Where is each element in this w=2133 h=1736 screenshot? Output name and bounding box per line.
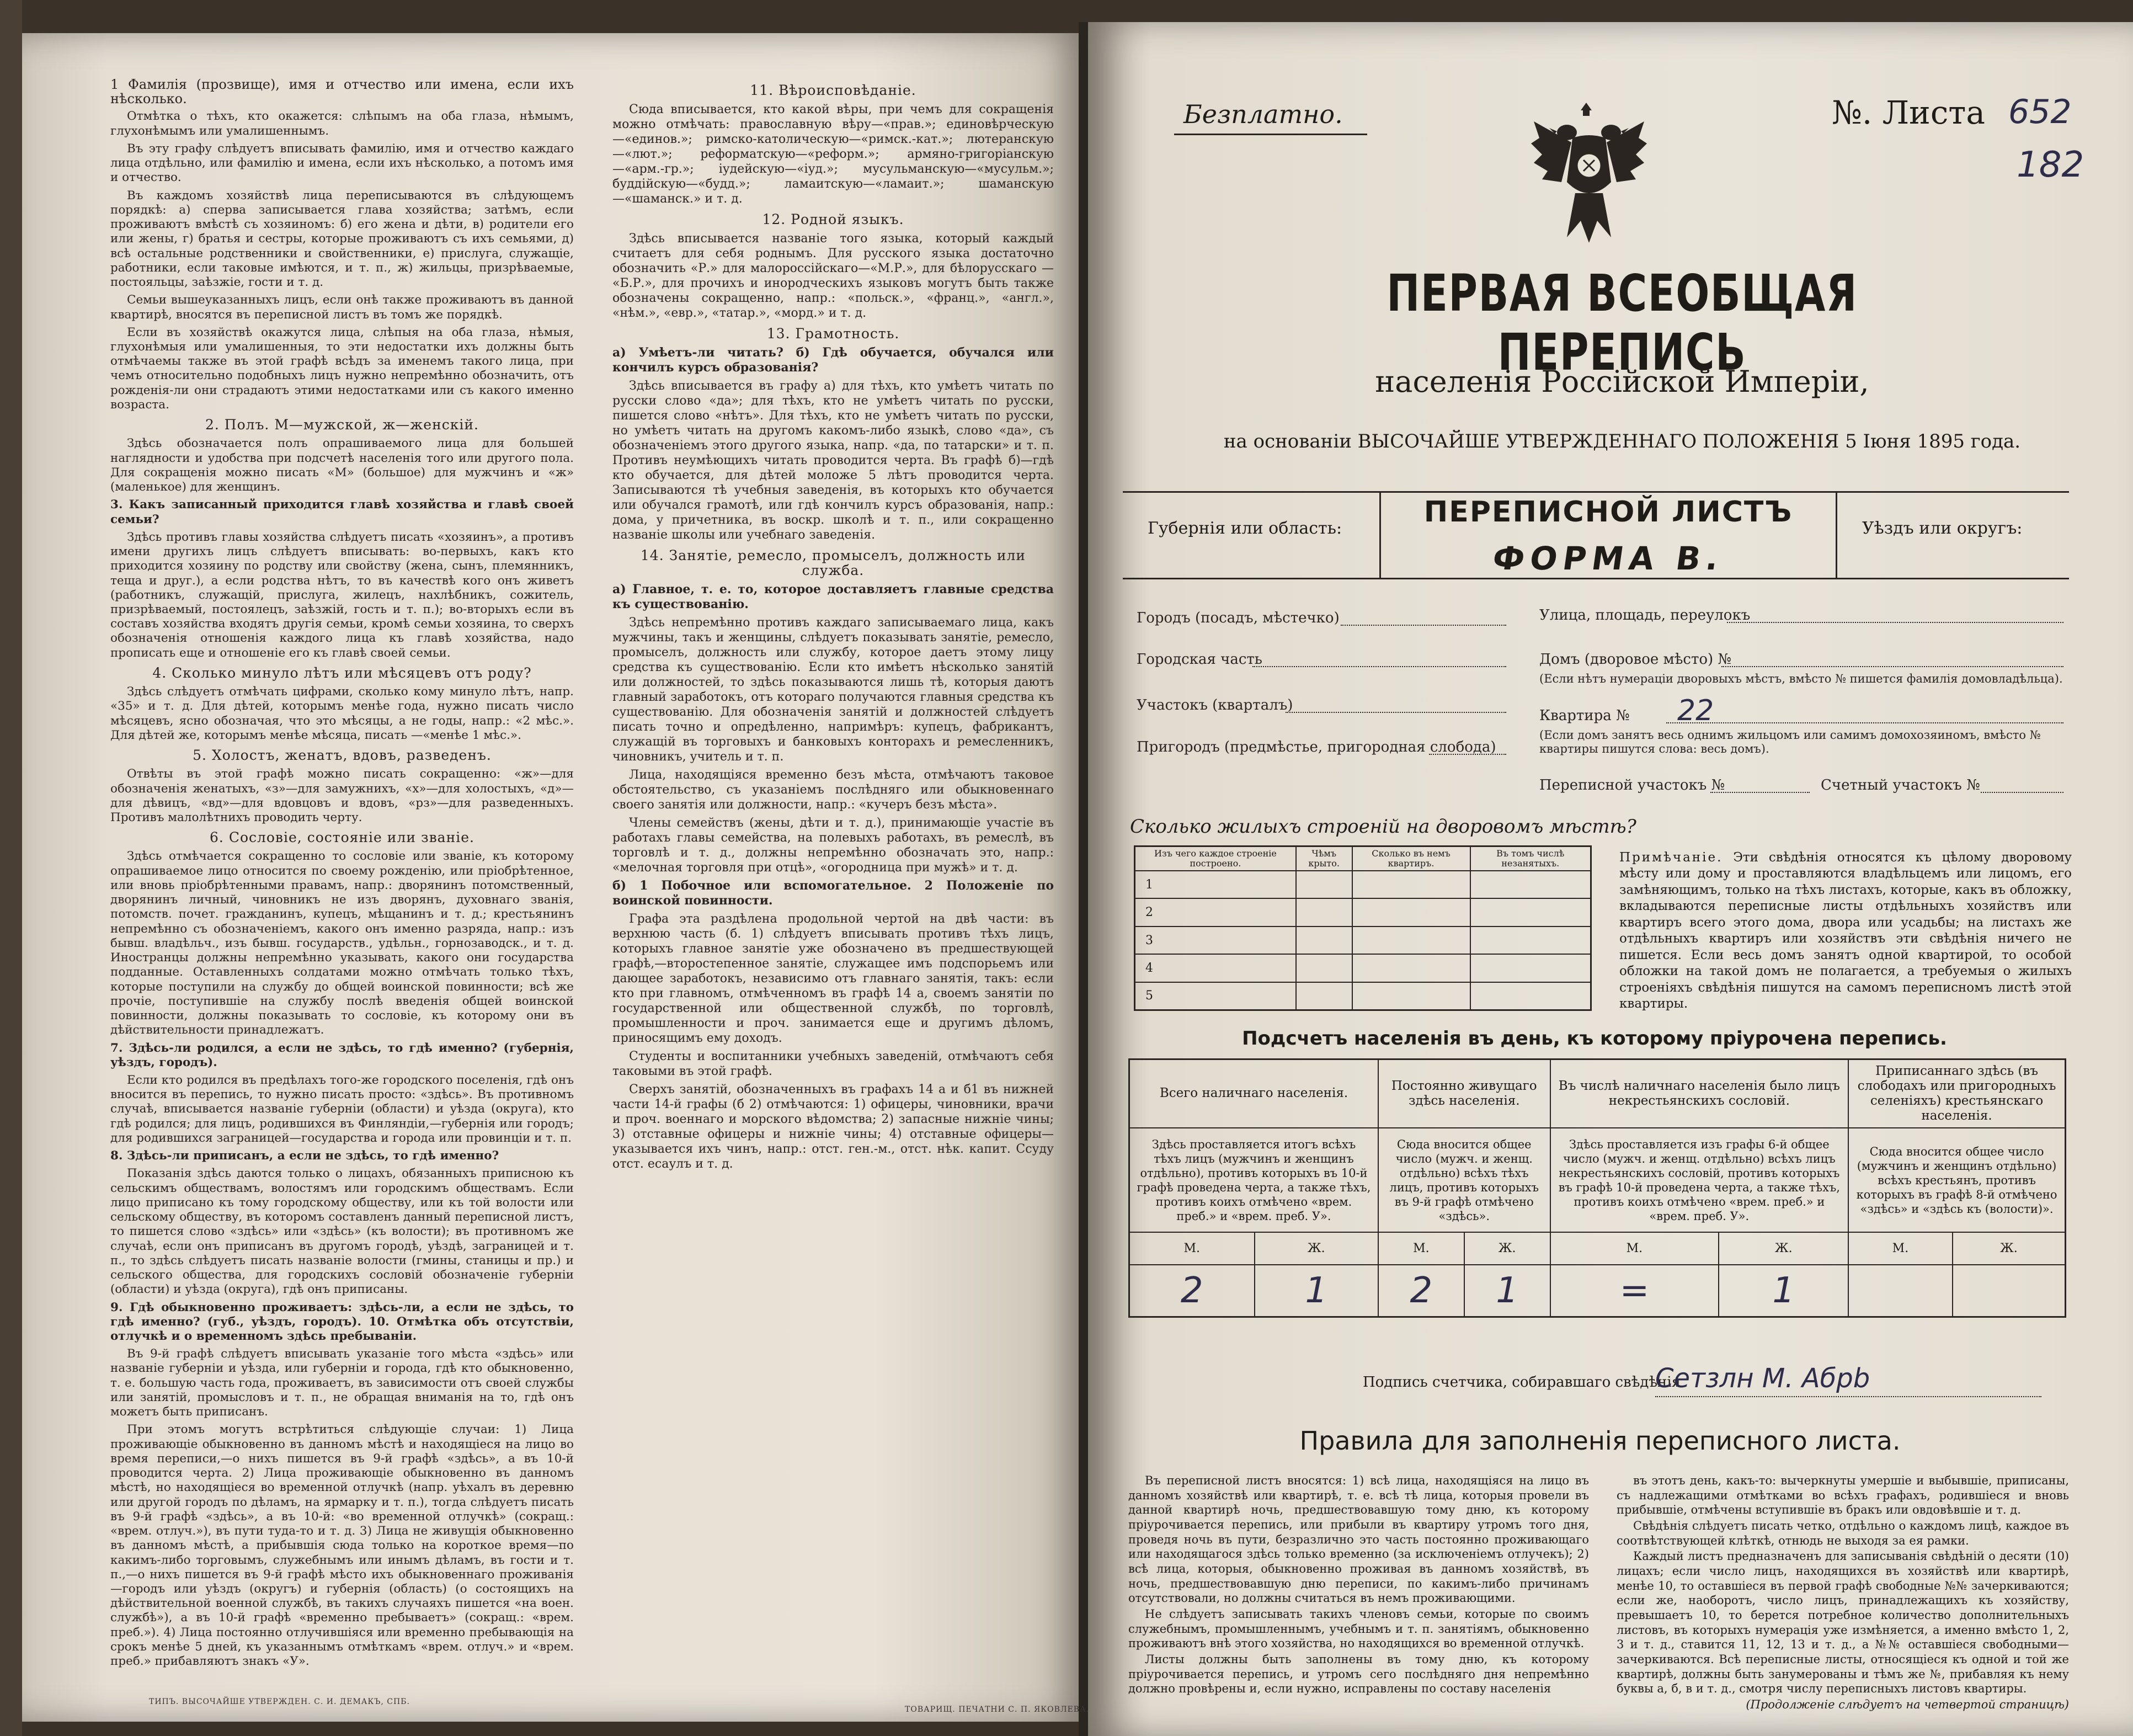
form-title: ФОРМА В. — [1490, 540, 1726, 577]
instruction-paragraph: Здѣсь обозначается полъ опрашиваемого лица для большей наглядности и удобства при подсчетѣ населенія того или другого пола. Для сокращенія можно писать «М» (большое) для мужчинъ и «ж» (маленькое) для женщинъ. — [110, 436, 574, 494]
row-number: 3 — [1135, 926, 1296, 955]
table-row — [1135, 982, 1591, 1010]
sheet-number-handwritten: 652 — [2008, 93, 2072, 131]
instruction-paragraph: Здѣсь вписывается въ графу а) для тѣхъ, кто умѣетъ читать по русски слово «да»; для тѣхъ, кто не умѣетъ читать по русски, пишется слово «нѣтъ». Для тѣхъ, кто не умѣетъ читать по русски, но умѣетъ читать на другомъ какомъ-либо языкѣ, слово «да», съ обозначеніемъ этого другого языка, напр. «да, по татарски» и т. п. Противъ неумѣющихъ читать проводится черта. Въ графѣ б)—гдѣ кто обучается, для дѣтей моложе 5 лѣтъ проводится черта. Записываются тѣ учебныя заведенія, въ которыхъ кто обучается или обучался грамотѣ, или гдѣ кончилъ курсъ образованія, напр.: дома, у причетника, въ воскр. школѣ и т. п., или сокращенно названіе школы или учебнаго заведенія. — [612, 379, 1054, 542]
field-ulitsa-label: Улица, площадь, переулокъ — [1539, 607, 1751, 624]
field-perepis-uchastok-label: Переписной участокъ № — [1539, 777, 1725, 794]
rules-column-right — [1617, 1473, 2069, 1713]
table-row — [1135, 954, 1591, 982]
count-title: Подсчетъ населенія въ день, къ которому пріурочена перепись. — [1242, 1027, 1947, 1050]
instruction-paragraph: а) Умѣетъ-ли читать? б) Гдѣ обучается, обучался или кончилъ курсъ образованія? — [612, 345, 1054, 375]
instruction-paragraph: Отмѣтка о тѣхъ, кто окажется: слѣпымъ на оба глаза, нѣмымъ, глухонѣмымъ или умалишеннымъ. — [110, 109, 574, 138]
section-heading: 5. Холостъ, женатъ, вдовъ, разведенъ. — [193, 747, 492, 764]
count-total-m[interactable]: 2 — [1129, 1265, 1255, 1317]
rules-paragraph: въ этотъ день, какъ-то: вычеркнуты умершіе и выбывшіе, приписаны, съ надлежащими отмѣтками во всѣхъ графахъ, родившіеся и вновь прибывшіе, отмѣчены вступившіе въ бракъ или овдовѣвшіе и т. д. — [1617, 1474, 2069, 1517]
table-cell[interactable] — [1352, 926, 1470, 955]
field-prigorod-label: Пригородъ (предмѣстье, пригородная слобода) — [1137, 739, 1496, 755]
count-permanent-f[interactable]: 1 — [1464, 1265, 1550, 1317]
note-label: Примѣчаніе. — [1619, 850, 1723, 865]
rules-paragraph: Листы должны быть заполнены въ тому дню, къ которому пріурочивается перепись, и утромъ сего послѣдняго дня непремѣнно должно провѣрены и, если нужно, исправлены по составу населенія — [1128, 1653, 1589, 1696]
sheet-number-handwritten-2: 182 — [2017, 145, 2084, 185]
instruction-paragraph: 7. Здѣсь-ли родился, а если не здѣсь, то гдѣ именно? (губернія, уѣздъ, городъ). — [110, 1041, 574, 1069]
table-cell[interactable] — [1470, 898, 1591, 926]
sex-f-label: Ж. — [1464, 1232, 1550, 1265]
field-dom-line[interactable] — [1721, 666, 2063, 667]
field-uchastok-line[interactable] — [1286, 712, 1506, 713]
count-desc-total: Здѣсь проставляется итогъ всѣхъ тѣхъ лицъ (мужчинъ и женщинъ отдѣльно), противъ которыхъ въ 10-й графѣ проведена черта, а также тѣхъ, противъ коихъ отмѣчено «врем. преб.» и «врем. преб. У». — [1129, 1128, 1379, 1232]
instruction-paragraph: Здѣсь отмѣчается сокращенно то сословіе или званіе, къ которому опрашиваемое лицо относится по своему рожденію, или пріобрѣтенное, или вновь пріобрѣтенными правамъ, напр.: дворянинъ потомственный, дворянинъ личный, чиновникъ не изъ дворянъ, духовнаго званія, потомств. почет. гражданинъ, купецъ, мѣщанинъ и т. д.; крестьянинъ непремѣнно съ обозначеніемъ, какого онъ именно разряда, напр.: изъ бывш. владѣльч., изъ бывш. государств., удѣльн., горнозаводск., и т. д. Иностранцы должны непремѣнно указывать, какого они государства подданные. Оставленныхъ солдатами можно отмѣчать только тѣхъ, которые поступили на службу до общей воинской повинности; всѣ же прочіе, поступившіе на службу послѣ введенія общей воинской повинности, должны показывать то сословіе, къ которому они въ дѣйствительности принадлежатъ. — [110, 849, 574, 1037]
section-heading: 13. Грамотность. — [766, 326, 900, 342]
instruction-paragraph: а) Главное, т. е. то, которое доставляетъ главные средства къ существованію. — [612, 582, 1054, 611]
table-cell[interactable] — [1470, 954, 1591, 982]
census-subtitle: населенія Россійской Имперіи, — [1375, 364, 1869, 399]
instruction-paragraph: Члены семействъ (жены, дѣти и т. д.), принимающіе участіе въ работахъ главы семейства, на полевыхъ работахъ, въ ремеслѣ, въ торговлѣ и т. д., должны непремѣнно обозначать это, напр.: «мелочная торговля при отцѣ», «огородница при мужѣ» и т. д. — [612, 816, 1054, 875]
row-number: 5 — [1135, 982, 1296, 1010]
census-basis: на основаніи ВЫСОЧАЙШЕ УТВЕРЖДЕННАГО ПОЛОЖЕНІЯ 5 Іюня 1895 года. — [1223, 430, 2021, 452]
field-prigorod-line[interactable] — [1429, 754, 1506, 755]
sex-m-label: М. — [1129, 1232, 1255, 1265]
table-cell[interactable] — [1352, 871, 1470, 899]
table-cell[interactable] — [1296, 954, 1352, 982]
note-text: Эти свѣдѣнія относятся къ цѣлому дворовому мѣсту или дому и проставляются владѣльцемъ или лицомъ, его замѣняющимъ, только на тѣхъ листахъ, которые, какъ въ обложку, вкладываются переписные листы отдѣльныхъ хозяйствъ или квартиръ всего этого дома, двора или усадьбы; на листахъ же отдѣльныхъ квартиръ или хозяйствъ эти свѣдѣнія ничего не пишется. Если весь домъ занятъ одной квартирой, то особой обложки на такой домъ не полагается, а требуемыя о жилыхъ строеніяхъ свѣдѣнія пишутся на самомъ переписномъ листѣ этой квартиры. — [1619, 850, 2072, 1011]
field-gorod-line[interactable] — [1341, 625, 1506, 626]
sex-f-label: Ж. — [1953, 1232, 2066, 1265]
field-kvartira-value[interactable]: 22 — [1677, 694, 1714, 727]
table-cell[interactable] — [1470, 982, 1591, 1010]
printer-credit-right: ТОВАРИЩ. ПЕЧАТНИ С. П. ЯКОВЛЕВА. — [905, 1705, 1090, 1714]
instructions-column-left — [110, 77, 574, 1672]
instruction-paragraph: Здѣсь противъ главы хозяйства слѣдуетъ писать «хозяинъ», а противъ имени другихъ лицъ слѣдуетъ вписывать: во-первыхъ, какъ кто приходится хозяину по родству или свойству (жена, сынъ, племянникъ, теща и друг.), а если родства нѣтъ, то въ качествѣ кого онъ живетъ (работникъ, служащій, прислуга, жилецъ, нахлѣбникъ, сожитель, призрѣваемый, постоялецъ, заѣзжій, гость и т. п.); во-вторыхъ если въ составъ хозяйства входятъ другія семьи, кромѣ семьи хозяина, то сверхъ обозначенія отношенія каждого лица къ главѣ хозяйства, надо прописать еще и отношеніе его къ главѣ своей семьи. — [110, 530, 574, 660]
instruction-paragraph: Отвѣты въ этой графѣ можно писать сокращенно: «ж»—для обозначенія женатыхъ, «з»—для замужнихъ, «х»—для холостыхъ, «д»—для дѣвицъ, «вд»—для вдовцовъ и вдовъ, «рз»—для разведенныхъ. Противъ малолѣтнихъ проводить черту. — [110, 767, 574, 825]
field-ulitsa-line[interactable] — [1727, 622, 2063, 623]
instruction-paragraph: Показанія здѣсь даются только о лицахъ, обязанныхъ приписною къ сельскимъ обществамъ, волостямъ или городскимъ обществамъ. Если лицо приписано къ тому городскому обществу, или къ той волости или сельскому обществу, въ которомъ составленъ данный переписной листъ, то пишется слово «здѣсь» или «здѣсь» (къ волости); въ противномъ же случаѣ, если онъ приписанъ въ другомъ городѣ, уѣздѣ, заграницей и т. п., то здѣсь слѣдуетъ писать названіе волости (гмины, станицы и пр.) и сельского общества, для городскихъ сословій обозначеніе губерніи (области) и уѣзда (округа), гдѣ онъ приписаны. — [110, 1167, 574, 1297]
double-headed-eagle-icon — [1528, 99, 1650, 248]
sex-m-label: М. — [1848, 1232, 1953, 1265]
dwelling-table — [1134, 845, 1592, 1011]
count-permanent-m[interactable]: 2 — [1378, 1265, 1464, 1317]
count-header-permanent: Постоянно живущаго здѣсь населенія. — [1378, 1059, 1550, 1128]
table-cell[interactable] — [1296, 926, 1352, 955]
free-label: Безплатно. — [1183, 99, 1343, 129]
count-non-peasant-f[interactable]: 1 — [1719, 1265, 1848, 1317]
section-heading: 11. Вѣроисповѣданіе. — [750, 82, 916, 98]
field-dom-label: Домъ (дворовое мѣсто) № — [1539, 651, 1732, 668]
sex-f-label: Ж. — [1255, 1232, 1378, 1265]
rules-paragraph: Свѣдѣнія слѣдуетъ писать четко, отдѣльно о каждомъ лицѣ, каждое въ соотвѣтствующей клѣткѣ, отнюдь не выходя за ея рамки. — [1617, 1519, 2069, 1547]
sex-m-label: М. — [1378, 1232, 1464, 1265]
table-cell[interactable] — [1296, 898, 1352, 926]
instruction-paragraph: 8. Здѣсь-ли приписанъ, а если не здѣсь, то гдѣ именно? — [110, 1149, 499, 1163]
sex-m-label: М. — [1550, 1232, 1719, 1265]
field-gorodskaya-chast-label: Городская часть — [1137, 651, 1262, 668]
table-cell[interactable] — [1470, 926, 1591, 955]
field-gorod-label: Городъ (посадъ, мѣстечко) — [1137, 610, 1340, 626]
enumerator-signature: Сетзлн М. Абрb — [1655, 1363, 1870, 1394]
binding-edge — [0, 0, 22, 1736]
instruction-paragraph: Сюда вписывается, кто какой вѣры, при чемъ для сокращенія можно отмѣчать: православную вѣру—«прав.»; единовѣрческую—«единов.»; римско-католическую—«римск.-кат.»; лютеранскую—«лют.»; реформатскую—«реформ.»; армяно-григоріанскую—«арм.-гр.»; іудейскую—«іуд.»; мусульманскую—«мусульм.»; буддійскую—«будд.»; ламаитскую—«ламаит.»; шаманскую—«шаманск.» и т. д. — [612, 103, 1054, 206]
signature-line — [1655, 1396, 2041, 1397]
instruction-paragraph: Сверхъ занятій, обозначенныхъ въ графахъ 14 а и б1 въ нижней части 14-й графы (б 2) отмѣчаются: 1) офицеры, чиновники, врачи и проч. военнаго и морского вѣдомства; 2) запасные нижніе чины; 3) отставные офицеры и нижніе чины; 4) отставные офицеры—указывается ихъ чинъ, напр.: отст. ген.-м., отст. нѣк. капит. Ссуду отст. есаулъ и т. д. — [612, 1083, 1054, 1171]
row-number: 1 — [1135, 871, 1296, 899]
rules-column-left — [1128, 1473, 1589, 1697]
field-dom-note: (Если нѣтъ нумераціи дворовыхъ мѣстъ, вмѣсто № пишется фамилія домовладѣльца). — [1539, 672, 2063, 685]
section-heading: 2. Полъ. М—мужской, ж—женскій. — [205, 417, 479, 433]
table-cell[interactable] — [1352, 954, 1470, 982]
row-number: 4 — [1135, 954, 1296, 982]
dwell-header-roof: Чѣмъ крыто. — [1296, 846, 1352, 871]
census-title: ПЕРВАЯ ВСЕОБЩАЯ ПЕРЕПИСЬ — [1387, 264, 1858, 382]
section-heading: 6. Сословіе, состояніе или званіе. — [210, 829, 474, 846]
instruction-paragraph: Здѣсь слѣдуетъ отмѣчать цифрами, сколько кому минуло лѣтъ, напр. «35» и т. д. Для дѣтей, которымъ менѣе года, нужно писать число мѣсяцевъ, ясно обозначая, что это мѣсяцы, а не годы, напр.: «2 мѣс.». Для дѣтей же, которымъ менѣе мѣсяца, писать —«менѣе 1 мѣс.». — [110, 685, 574, 742]
rules-paragraph: Не слѣдуетъ записывать такихъ членовъ семьи, которые по своимъ служебнымъ, промышленнымъ, учебнымъ и т. п. занятіямъ, обыкновенно проживаютъ внѣ этого хозяйства, но находящихся во временной отлучкѣ. — [1128, 1607, 1589, 1650]
field-perepis-uchastok-line[interactable] — [1710, 792, 1810, 793]
section-heading: 12. Родной языкъ. — [762, 211, 904, 227]
field-uchastok-label: Участокъ (кварталъ) — [1137, 697, 1293, 713]
count-desc-permanent: Сюда вносится общее число (мужч. и женщ. отдѣльно) всѣхъ тѣхъ лицъ, противъ которыхъ въ 9-й графѣ отмѣчено «здѣсь». — [1378, 1128, 1550, 1232]
dwelling-note — [1619, 850, 2072, 1012]
instruction-paragraph: Студенты и воспитанники учебныхъ заведеній, отмѣчаютъ себя таковыми въ этой графѣ. — [612, 1050, 1054, 1078]
dwell-header-material: Изъ чего каждое строеніе построено. — [1135, 846, 1296, 871]
population-count-table — [1128, 1058, 2066, 1318]
field-kvartira-label: Квартира № — [1539, 707, 1630, 724]
section-heading: 14. Занятіе, ремесло, промыселъ, должность или служба. — [640, 547, 1026, 578]
rules-title: Правила для заполненія переписного листа. — [1299, 1426, 1901, 1456]
field-schetny-uchastok-label: Счетный участокъ № — [1821, 777, 1980, 794]
instruction-paragraph: 3. Какъ записанный приходится главѣ хозяйства и главѣ своей семьи? — [110, 498, 574, 526]
row-number: 2 — [1135, 898, 1296, 926]
table-row — [1135, 898, 1591, 926]
count-non-peasant-m[interactable]: = — [1550, 1265, 1719, 1317]
printer-credit-left: ТИПЪ. ВЫСОЧАЙШЕ УТВЕРЖДЕН. С. И. ДЕМАКЪ, СПБ. — [149, 1697, 410, 1706]
table-row — [1135, 871, 1591, 899]
count-desc-non-peasant: Здѣсь проставляется изъ графы 6-й общее число (мужч. и женщ. отдѣльно) всѣхъ лицъ некрестьянскихъ сословій, противъ которыхъ въ графѣ 10-й проведена черта, а также тѣхъ, противъ коихъ отмѣчено «врем. преб.» и «врем. преб. У». — [1550, 1128, 1849, 1232]
instruction-paragraph: б) 1 Побочное или вспомогательное. 2 Положеніе по воинской повинности. — [612, 878, 1054, 908]
gubernia-label: Губернія или область: — [1148, 519, 1342, 538]
dwell-header-apartments: Сколько въ немъ квартиръ. — [1352, 846, 1470, 871]
instruction-paragraph: Графа эта раздѣлена продольной чертой на двѣ части: въ верхнюю часть (б. 1) слѣдуетъ вписывать противъ тѣхъ лицъ, которыхъ главное занятіе уже обозначено въ предшествующей графѣ,—второстепенное занятіе, служащее имъ подспорьемъ или дающее заработокъ, независимо отъ главнаго занятія, такъ: если кто при главномъ, отмѣченномъ въ графѣ 14 а, своемъ занятіи по государственной или общественной службѣ, по торговлѣ, промышленности и проч. занимается еще и другимъ дѣломъ, приносящимъ ему доходъ. — [612, 912, 1054, 1045]
instruction-paragraph: Здѣсь непремѣнно противъ каждаго записываемаго лица, какъ мужчины, такъ и женщины, слѣдуетъ показывать занятіе, ремесло, промыселъ, должность или службу, которое даетъ этому лицу средства къ существованію. Если кто имѣетъ нѣсколько занятій или должностей, то здѣсь показываются лишь тѣ, которыя даютъ главный заработокъ, отъ котораго получаются главныя средства къ существованію. Для обозначенія занятій и должностей слѣдуетъ писать точно и опредѣленно, напримѣръ: купецъ, фабрикантъ, служащій въ торговыхъ и банковыхъ конторахъ и ремесленникъ, чиновникъ, учитель и т. п. — [612, 616, 1054, 764]
dwelling-question: Сколько жилыхъ строеній на дворовомъ мѣстѣ? — [1130, 816, 1636, 838]
instruction-paragraph: Въ каждомъ хозяйствѣ лица переписываются въ слѣдующемъ порядкѣ: а) сперва записывается глава хозяйства; затѣмъ, если проживаютъ вмѣстѣ съ хозяиномъ: б) его жена и дѣти, в) родители его или жены, г) братья и сестры, которые проживаютъ съ ихъ семьями, д) всѣ остальные родственники и свойственники, е) прислуга, служащіе, работники, если таковые имѣются, и т. п., ж) жильцы, призрѣваемые, постояльцы, заѣзжіе, гости и т. д. — [110, 188, 574, 290]
count-header-total: Всего наличнаго населенія. — [1129, 1059, 1379, 1128]
field-kvartira-note: (Если домъ занятъ весь однимъ жильцомъ или самимъ домохозяиномъ, вмѣсто № квартиры пишутся слова: весь домъ). — [1539, 728, 2041, 755]
table-cell[interactable] — [1296, 871, 1352, 899]
instruction-paragraph: Въ эту графу слѣдуетъ вписывать фамилію, имя и отчество каждаго лица отдѣльно, или фамилію и имена, если ихъ нѣсколько, а потомъ имя и отчество. — [110, 141, 574, 185]
table-cell[interactable] — [1352, 982, 1470, 1010]
count-peasant-m[interactable] — [1848, 1265, 1953, 1317]
free-underline — [1174, 134, 1367, 135]
rules-paragraph: Каждый листъ предназначенъ для записыванія свѣдѣній о десяти (10) лицахъ; если число лицъ, находящихся въ хозяйствѣ или квартирѣ, менѣе 10, то оставшіеся въ первой графѣ свободные №№ зачеркиваются; если же, наоборотъ, число лицъ, принадлежащихъ къ хозяйству, превышаетъ 10, то берется потребное количество дополнительныхъ листовъ, въ которыхъ нумерація уже измѣняется, а именно вмѣсто 1, 2, 3 и т. д., ставится 11, 12, 13 и т. д., а №№ оставшіеся свободными—зачеркиваются. Всѣ переписные листы, относящіеся къ одной и той же квартирѣ, должны быть занумерованы и тѣмъ же №, прибавляя къ нему буквы а, б, в и т. д., смотря числу переписныхъ листовъ квартиры. — [1617, 1549, 2069, 1696]
instruction-paragraph: 9. Гдѣ обыкновенно проживаетъ: здѣсь-ли, а если не здѣсь, то гдѣ именно? (губ., уѣздъ, городъ). 10. Отмѣтка объ отсутствіи, отлучкѣ и о временномъ здѣсь пребываніи. — [110, 1300, 574, 1343]
uezd-label: Уѣздъ или округъ: — [1862, 519, 2023, 538]
instructions-column-right — [612, 77, 1054, 1175]
instruction-paragraph: Въ 9-й графѣ слѣдуетъ вписывать указаніе того мѣста «здѣсь» или названіе губерніи и уѣзда, или губерніи и города, гдѣ кто обыкновенно, т. е. большую часть года, проживаетъ, въ зависимости отъ своей службы или занятій, промысловъ и т. п., не обращая вниманія на то, гдѣ онъ можетъ быть приписанъ. — [110, 1347, 574, 1419]
count-desc-peasant: Сюда вносится общее число (мужчинъ и женщинъ отдѣльно) всѣхъ крестьянъ, противъ которыхъ въ графѣ 8-й отмѣчено «здѣсь» и «здѣсь къ (волости)». — [1848, 1128, 2065, 1232]
instruction-paragraph: Если въ хозяйствѣ окажутся лица, слѣпыя на оба глаза, нѣмыя, глухонѣмыя или умалишенныя, то эти недостатки ихъ должны быть отмѣчаемы также въ этой графѣ всѣдъ за именемъ такого лица, при чемъ относительно подобныхъ лицъ нужно непремѣнно обозначить, отъ рожденія-ли они страдаютъ этими недостатками или съ какого именно возраста. — [110, 325, 574, 412]
sheet-number-label: №. Листа — [1832, 94, 1985, 131]
table-cell[interactable] — [1352, 898, 1470, 926]
section-heading: 4. Сколько минуло лѣтъ или мѣсяцевъ отъ роду? — [152, 664, 532, 681]
sex-f-label: Ж. — [1719, 1232, 1848, 1265]
rules-paragraph: Въ переписной листъ вносятся: 1) всѣ лица, находящіяся на лицо въ данномъ хозяйствѣ или квартирѣ, т. е. всѣ тѣ лица, которыя провели въ данной квартирѣ ночь, предшествовавшую тому дню, къ которому пріурочивается перепись, или прибыли въ квартиру утромъ того дня, проведя ночь въ пути, безразлично это часть постоянно проживающаго или находящагося здѣсь только временно (за исключеніемъ отлучекъ); 2) всѣ лица, которыя, обыкновенно проживая въ данномъ хозяйствѣ, въ ночь, предшествовавшую дню переписи, по какимъ-либо причинамъ отсутствовали, но должны считаться въ немъ проживающими. — [1128, 1474, 1589, 1605]
instruction-paragraph: 1 Фамилія (прозвище), имя и отчество или имена, если ихъ нѣсколько. — [110, 77, 574, 107]
instruction-paragraph: Здѣсь вписывается названіе того языка, который каждый считаетъ для себя роднымъ. Для русского языка достаточно обозначить «Р.» для малороссійскаго—«М.Р.», для бѣлорусскаго — «Б.Р.», для прочихъ и инородческихъ языковъ могутъ быть также обозначены сокращенно, напр.: «польск.», «франц.», «англ.», «нѣм.», «евр.», «татар.», «морд.» и т. д. — [612, 232, 1054, 320]
instruction-paragraph: Семьи вышеуказанныхъ лицъ, если онѣ также проживаютъ въ данной квартирѣ, вносятся въ переписной листъ въ томъ же порядкѣ. — [110, 293, 574, 322]
field-gorodskaya-chast-line[interactable] — [1252, 666, 1506, 667]
count-peasant-f[interactable] — [1953, 1265, 2066, 1317]
table-cell[interactable] — [1296, 982, 1352, 1010]
count-total-f[interactable]: 1 — [1255, 1265, 1378, 1317]
instruction-paragraph: Лица, находящіяся временно безъ мѣста, отмѣчаютъ таковое обстоятельство, съ указаніемъ послѣдняго или обыкновеннаго своего занятія или должности, напр.: «кучеръ безъ мѣста». — [612, 768, 1054, 812]
count-header-non-peasant: Въ числѣ наличнаго населенія было лицъ некрестьянскихъ сословій. — [1550, 1059, 1849, 1128]
instruction-paragraph: Если кто родился въ предѣлахъ того-же городского поселенія, гдѣ онъ вносится въ перепись, то нужно писать просто: «здѣсь». Въ противномъ случаѣ, вписывается названіе губерніи (области) и уѣзда (округа), кто гдѣ родился; для лицъ, родившихся въ Финляндіи,—губернія или городъ; для родившихся заграницей—государства и города или провинціи и т. п. — [110, 1073, 574, 1145]
table-row — [1135, 926, 1591, 955]
signature-label: Подпись счетчика, собиравшаго свѣдѣнія — [1363, 1374, 1681, 1391]
sheet-title: ПЕРЕПИСНОЙ ЛИСТЪ — [1423, 496, 1793, 529]
field-kvartira-line — [1666, 722, 2063, 723]
field-schetny-uchastok-line[interactable] — [1981, 792, 2063, 793]
rules-continued: (Продолженіе слѣдуетъ на четвертой страницѣ) — [1746, 1698, 2069, 1712]
table-cell[interactable] — [1470, 871, 1591, 899]
dwell-header-vacant: Въ томъ числѣ незанятыхъ. — [1470, 846, 1591, 871]
count-header-peasant: Приписаннаго здѣсь (въ слободахъ или пригородныхъ селеніяхъ) крестьянскаго населенія. — [1848, 1059, 2065, 1128]
instruction-paragraph: При этомъ могутъ встрѣтиться слѣдующіе случаи: 1) Лица проживающіе обыкновенно въ данномъ мѣстѣ и находящіеся на лицо во время переписи,—о нихъ пишется въ 9-й графѣ «здѣсь», а въ 10-й проводится черта. 2) Лица проживающіе обыкновенно въ данномъ мѣстѣ, но находящіеся во временной отлучкѣ (напр. уѣхалъ въ деревню или другой городъ по дѣламъ, на ярмарку и т. п.), тогда слѣдуетъ писать въ 9-й графѣ «здѣсь», а въ 10-й: «во временной отлучкѣ» (сокращ.: «врем. отлуч.»), въ пути туда-то и т. д. 3) Лица не живущія обыкновенно въ данномъ мѣстѣ, а прибывшія сюда только на короткое время—по какимъ-либо торговымъ, служебнымъ или инымъ дѣламъ, въ гости и т. п.,—о нихъ пишется въ 9-й графѣ мѣсто ихъ обыкновеннаго проживанія—городъ или уѣздъ (округъ) и губернія (область) (о состоящихъ на дѣйствительной военной службѣ, въ такихъ случаяхъ пишется «на воен. службѣ»), а въ 10-й графѣ «временно пребываетъ» (сокращ.: «врем. преб.»). 4) Лица постоянно отлучившіяся или временно пребывающія на срокъ менѣе 5 дней, къ указаннымъ отмѣткамъ «врем. отлуч.» и «врем. преб.» прибавляютъ знакъ «У». — [110, 1423, 574, 1669]
